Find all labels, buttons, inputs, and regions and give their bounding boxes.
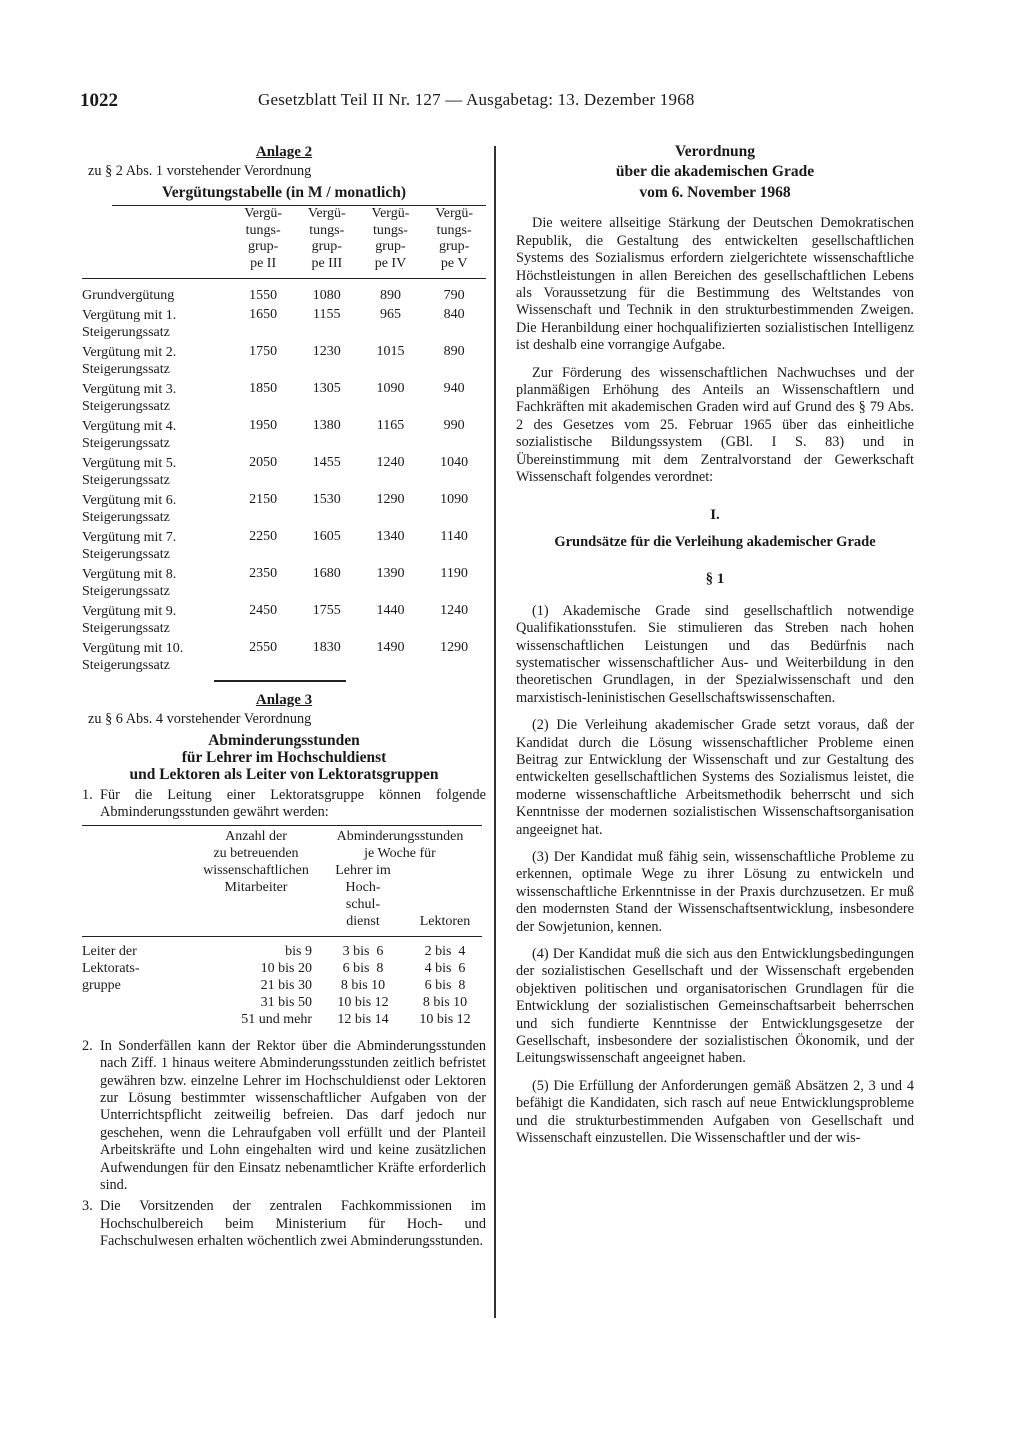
salary-value: 2250 [249, 529, 278, 544]
salary-row [82, 454, 486, 491]
salary-value: 965 [379, 307, 401, 322]
salary-row-label: Vergütung mit 3. Steigerungssatz [82, 382, 177, 414]
paragraph-sign: § 1 [705, 571, 725, 588]
preamble-paragraph-1: Die weitere allseitige Stärkung der Deutschen Demokratischen Republik, die Gestaltung des entwickelten gesellschaftlichen Systems des Sozialismus erfordern zielgerichtete wissenschaftliche Höchstleistungen in allen Bereichen des gesellschaftlichen Lebens als Voraussetzung für die Bestimmung des Weltstandes von Wissenschaft und Technik in den strukturbestimmenden Zweigen. Die Heranbildung einer hochqualifizierten sozialistischen Intelligenz ist deshalb eine vorrangige Aufgabe. [516, 215, 914, 354]
salary-row-label: Vergütung mit 9. Steigerungssatz [82, 604, 177, 636]
salary-value: 1340 [376, 529, 405, 544]
page-header [80, 86, 960, 116]
salary-value: 1950 [249, 418, 278, 433]
salary-table-caption: Vergütungstabelle (in M / monatlich) [162, 184, 406, 201]
salary-value: 1605 [312, 529, 341, 544]
preamble-paragraph-2: Zur Förderung des wissenschaftlichen Nachwuchses und der planmäßigen Erhöhung des Anteils an Wissenschaftlern und Fachkräften mit akademischen Graden wird auf Grund des § 79 Abs. 2 des Gesetzes vom 25. Februar 1965 über das einheitliche sozialistische Bildungssystem (GBl. I S. 83) und in Übereinstimmung mit dem Zentralvorstand der Gewerkschaft Wissenschaft folgendes verordnet: [516, 364, 914, 486]
salary-col-header: Vergü- tungs- grup- pe III [307, 206, 346, 271]
salary-value: 2550 [249, 640, 278, 655]
salary-value: 1550 [249, 288, 278, 303]
salary-row-label: Vergütung mit 2. Steigerungssatz [82, 345, 177, 377]
salary-value: 1750 [249, 344, 278, 359]
salary-row-label: Vergütung mit 6. Steigerungssatz [82, 493, 177, 525]
salary-value: 1830 [312, 640, 341, 655]
reduction-cell-count: 31 bis 50 [260, 994, 312, 1010]
anlage3-heading: Abminderungsstunden für Lehrer im Hochschuldienst und Lektoren als Leiter von Lektoratsgruppen [129, 732, 439, 783]
salary-row [82, 602, 486, 639]
right-column [516, 142, 914, 1158]
anlage3-item-1 [82, 787, 486, 822]
salary-value: 2050 [249, 455, 278, 470]
item-text: In Sonderfällen kann der Rektor über die Abminderungsstunden nach Ziff. 1 hinaus weitere Abminderungsstunden zeitlich befristet gewähren bzw. einzelne Lehrer im Hochschuldienst oder Lektoren zur Lösung bestimmter wissenschaftlicher Aufgaben von der Unterrichtspflicht zeitweilig befreien. Das darf jedoch nur geschehen, wenn die Lehraufgaben voll erfüllt und der Planteil Arbeitskräfte und Lohn eingehalten wird und keine zusätzlichen Aufwendungen für den Einsatz nebenamtlicher Kräfte erforderlich sind. [100, 1037, 486, 1194]
salary-col-header: Vergü- tungs- grup- pe II [244, 206, 283, 271]
page-number: 1022 [80, 90, 118, 111]
item-text: Für die Leitung einer Lektoratsgruppe können folgende Abminderungsstunden gewährt werden: [100, 787, 486, 821]
salary-row [82, 343, 486, 380]
salary-row [82, 491, 486, 528]
anlage3-item-3 [82, 1198, 486, 1250]
reduction-hours-table [82, 825, 482, 1028]
salary-row-label: Vergütung mit 10. Steigerungssatz [82, 641, 184, 673]
salary-value: 840 [443, 307, 465, 322]
salary-row [82, 528, 486, 565]
salary-row-label: Vergütung mit 5. Steigerungssatz [82, 456, 177, 488]
salary-value: 1650 [249, 307, 278, 322]
salary-value: 1230 [312, 344, 341, 359]
reduction-cell-lektoren: 6 bis 8 [424, 977, 466, 993]
column-divider [494, 146, 496, 1318]
salary-value: 1305 [312, 381, 341, 396]
decree-date: vom 6. November 1968 [639, 184, 791, 201]
salary-value: 1140 [440, 529, 468, 544]
running-title: Gesetzblatt Teil II Nr. 127 — Ausgabetag: 13. Dezember 1968 [258, 90, 695, 109]
anlage2-title: Anlage 2 [255, 144, 313, 160]
reduction-row [82, 936, 482, 960]
salary-col-header: Vergü- tungs- grup- pe V [435, 206, 474, 271]
article-1-paragraph-1: (1) Akademische Grade sind gesellschaftlich notwendige Qualifikationsstufen. Sie stimulieren das Streben nach hohen wissenschaftlichen Leistungen und das Bedürfnis nach systematischer wissenschaftlicher Aus- und Weiterbildung in den theoretischen Grundlagen, in der Spezialwissenschaft und den marxistisch-leninistischen Gesellschaftswissenschaften. [516, 602, 914, 706]
salary-table-body [82, 279, 486, 677]
anlage2-reference: zu § 2 Abs. 1 vorstehender Verordnung [88, 163, 312, 179]
salary-value: 890 [379, 288, 401, 303]
item-number: 2. [82, 1037, 93, 1054]
reduction-col-lektoren: Lektoren [419, 913, 471, 929]
salary-row [82, 417, 486, 454]
reduction-cell-count: 10 bis 20 [260, 960, 312, 976]
salary-value: 2350 [249, 566, 278, 581]
salary-value: 1090 [440, 492, 469, 507]
salary-value: 1850 [249, 381, 278, 396]
salary-value: 1680 [312, 566, 341, 581]
reduction-cell-count: bis 9 [285, 943, 312, 959]
item-text: Die Vorsitzenden der zentralen Fachkommissionen im Hochschulbereich beim Ministerium für Hoch- und Fachschulwesen erhalten wöchentlich zwei Abminderungsstunden. [100, 1198, 486, 1250]
salary-row-label: Vergütung mit 1. Steigerungssatz [82, 308, 177, 340]
salary-row [82, 380, 486, 417]
reduction-cell-lektoren: 4 bis 6 [424, 960, 466, 976]
salary-value: 1455 [312, 455, 341, 470]
item-number: 1. [82, 787, 93, 803]
salary-value: 790 [443, 288, 465, 303]
section-number: I. [710, 506, 720, 523]
reduction-col-lehrer: Lehrer im Hoch- schul- dienst [335, 862, 391, 929]
salary-row-label: Grundvergütung [82, 288, 175, 303]
reduction-row-label: Leiter der Lektorats- gruppe [82, 943, 140, 993]
reduction-cell-lektoren: 10 bis 12 [419, 1011, 471, 1027]
salary-value: 1165 [376, 418, 405, 433]
reduction-table-body [82, 936, 482, 1028]
table-end-rule [214, 680, 346, 682]
reduction-cell-count: 21 bis 30 [260, 977, 312, 993]
salary-value: 1440 [376, 603, 405, 618]
salary-row [82, 306, 486, 343]
salary-row-label: Vergütung mit 8. Steigerungssatz [82, 567, 177, 599]
salary-value: 1155 [313, 307, 341, 322]
salary-table-corner [82, 206, 231, 279]
salary-value: 1240 [440, 603, 469, 618]
article-1-paragraph-2: (2) Die Verleihung akademischer Grade setzt voraus, daß der Kandidat durch die Lösung wissenschaftlicher Probleme einen Beitrag zur Entwicklung der Wissenschaft und zur Gestaltung des entwickelten gesellschaftlichen Systems des Sozialismus leistet, die moderne wissenschaftliche Arbeitsmethodik beherrscht und sich Kenntnisse der modernen sozialistischen Wissenschaftsorganisation angeeignet hat. [516, 717, 914, 838]
decree-title: Verordnung über die akademischen Grade [615, 143, 815, 180]
salary-value: 1090 [376, 381, 405, 396]
salary-row [82, 279, 486, 307]
article-1-paragraph-4: (4) Der Kandidat muß die sich aus den Entwicklungsbedingungen der sozialistischen Gesellschaft und der Wissenschaft ergebenden objektiven politischen und organisatorischen Grundlagen für die Entwicklung der sozialistischen Gemeinschaftsarbeit beherrschen und sich fundierte Kenntnisse der Entwicklungsgesetze der Gesellschaft, insbesondere der sozialistischen Ökonomik, und der Leitungswissenschaft angeeignet haben. [516, 946, 914, 1067]
reduction-cell-lehrer: 10 bis 12 [337, 994, 389, 1010]
salary-value: 1040 [440, 455, 469, 470]
reduction-cell-lehrer: 3 bis 6 [342, 943, 384, 959]
salary-row-label: Vergütung mit 7. Steigerungssatz [82, 530, 177, 562]
reduction-table-corner [82, 825, 194, 936]
left-column [82, 140, 486, 1251]
salary-table [82, 206, 486, 676]
reduction-cell-count: 51 und mehr [241, 1011, 312, 1027]
salary-value: 2450 [249, 603, 278, 618]
salary-value: 1190 [440, 566, 468, 581]
salary-value: 940 [443, 381, 465, 396]
article-1-paragraph-3: (3) Der Kandidat muß fähig sein, wissenschaftliche Probleme zu erkennen, optimale Wege zu ihrer Lösung zu entwickeln und wissenschaftliche Erkenntnisse in der Praxis durchzusetzen. Er muß den modernsten Stand der Wissenschaftsentwicklung, insbesondere der Sowjetunion, kennen. [516, 849, 914, 935]
salary-row-label: Vergütung mit 4. Steigerungssatz [82, 419, 177, 451]
anlage3-title: Anlage 3 [255, 692, 313, 708]
salary-value: 1290 [440, 640, 469, 655]
salary-value: 990 [443, 418, 465, 433]
article-1-paragraph-5: (5) Die Erfüllung der Anforderungen gemäß Absätzen 2, 3 und 4 befähigt die Kandidaten, sich rasch auf neue Entwicklungsprobleme und die strukturbestimmenden Aufgaben von Gesellschaft und Wissenschaft einzustellen. Die Wissenschaftler und der wis- [516, 1077, 914, 1147]
reduction-col-group: Abminderungsstunden je Woche für [336, 828, 464, 861]
salary-value: 890 [443, 344, 465, 359]
reduction-cell-lehrer: 12 bis 14 [337, 1011, 389, 1027]
salary-col-header: Vergü- tungs- grup- pe IV [371, 206, 410, 271]
reduction-cell-lehrer: 8 bis 10 [340, 977, 386, 993]
salary-row [82, 565, 486, 602]
salary-row [82, 639, 486, 676]
salary-value: 1380 [312, 418, 341, 433]
reduction-cell-lehrer: 6 bis 8 [342, 960, 384, 976]
reduction-cell-lektoren: 2 bis 4 [424, 943, 466, 959]
anlage3-reference: zu § 6 Abs. 4 vorstehender Verordnung [88, 711, 312, 727]
reduction-col-count: Anzahl der zu betreuenden wissenschaftlichen Mitarbeiter [203, 828, 309, 895]
salary-value: 1240 [376, 455, 405, 470]
salary-value: 2150 [249, 492, 278, 507]
salary-value: 1015 [376, 344, 405, 359]
salary-value: 1530 [312, 492, 341, 507]
reduction-cell-lektoren: 8 bis 10 [422, 994, 468, 1010]
salary-value: 1290 [376, 492, 405, 507]
item-number: 3. [82, 1198, 93, 1215]
salary-value: 1390 [376, 566, 405, 581]
salary-value: 1080 [312, 288, 341, 303]
salary-value: 1755 [312, 603, 341, 618]
section-title: Grundsätze für die Verleihung akademischer Grade [554, 533, 876, 550]
salary-value: 1490 [376, 640, 405, 655]
anlage3-item-2 [82, 1038, 486, 1195]
